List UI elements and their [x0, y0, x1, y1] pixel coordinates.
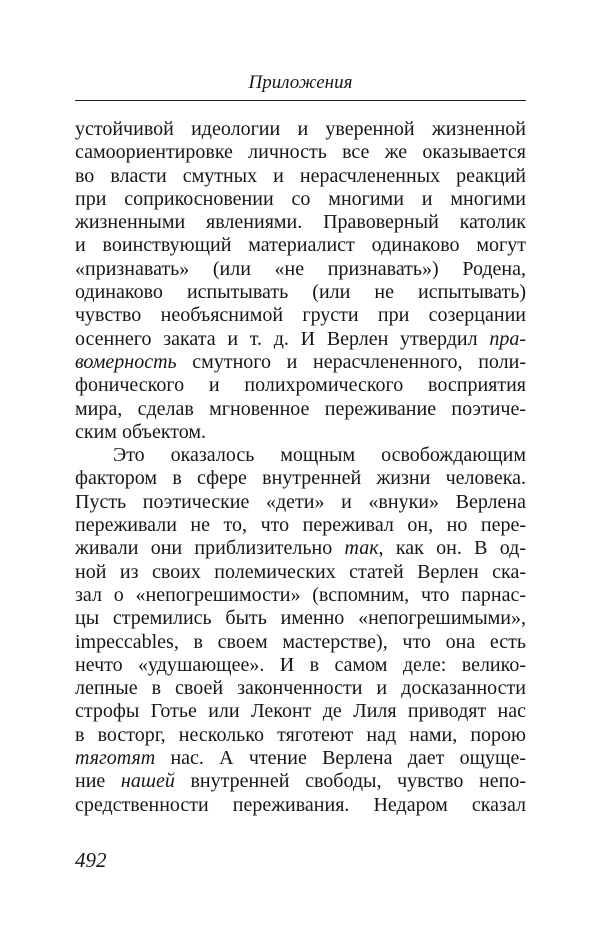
text-segment: жизненными явлениями. Правоверный католик: [75, 211, 526, 234]
text-segment: одинаково испытывать (или не испытывать): [75, 281, 526, 304]
text-segment: нечто «удушающее». И в самом деле: велико-: [75, 653, 526, 676]
body-text: [75, 118, 526, 817]
text-segment: нас. А чтение Верлена дает ощуще-: [155, 747, 526, 770]
text-segment: при соприкосновении со многими и многими: [75, 187, 526, 210]
text-segment: зал о «непогрешимости» (вспомним, что парнас-: [75, 583, 526, 606]
text-line: [75, 700, 526, 723]
header-rule: [75, 100, 526, 101]
text-segment: переживали не то, что переживал он, но пере-: [75, 514, 526, 537]
page-number: 492: [75, 848, 107, 872]
text-line: [75, 770, 526, 793]
text-line: [75, 514, 526, 537]
text-line: [75, 234, 526, 257]
text-line: [75, 747, 526, 770]
italic-emphasis: тяготят: [75, 747, 156, 770]
text-segment: Это оказалось мощным освобождающим: [113, 444, 526, 467]
italic-emphasis: вомерность: [75, 350, 177, 373]
text-segment: ским объектом.: [75, 420, 207, 443]
text-segment: самоориентировке личность все же оказывается: [75, 141, 526, 164]
italic-emphasis: нашей: [120, 770, 175, 793]
text-line: [75, 537, 526, 560]
text-segment: , как он. В од-: [378, 537, 526, 560]
italic-emphasis: так: [344, 537, 379, 560]
text-segment: мира, сделав мгновенное переживание поэтиче-: [75, 397, 526, 420]
text-line: [75, 724, 526, 747]
text-line: [75, 444, 526, 467]
text-segment: ние: [75, 770, 121, 793]
italic-emphasis: пра-: [489, 327, 526, 350]
text-line: [75, 607, 526, 630]
text-segment: строфы Готье или Леконт де Лиля приводят нас: [75, 700, 526, 723]
text-line: [75, 188, 526, 211]
text-segment: смутного и нерасчлененного, поли-: [176, 350, 526, 373]
running-head: Приложения: [248, 72, 353, 93]
text-line: [75, 141, 526, 164]
text-segment: средственности переживания. Недаром сказал: [75, 793, 526, 816]
text-line: [75, 467, 526, 490]
text-line: [75, 677, 526, 700]
text-segment: чувство необъяснимой грусти при созерцании: [75, 304, 526, 327]
text-line: [75, 258, 526, 281]
text-segment: в восторг, несколько тяготеют над нами, порою: [75, 723, 526, 746]
text-line: [75, 118, 526, 141]
text-segment: фактором в сфере внутренней жизни человека.: [75, 467, 526, 490]
text-segment: Пусть поэтические «дети» и «внуки» Верлена: [75, 490, 526, 513]
text-line: [75, 631, 526, 654]
text-segment: во власти смутных и нерасчлененных реакций: [75, 164, 526, 187]
text-line: [75, 584, 526, 607]
text-segment: фонического и полихромического восприятия: [75, 374, 526, 397]
text-line: [75, 398, 526, 421]
text-segment: ной из своих полемических статей Верлен ска-: [75, 560, 526, 583]
text-line: [75, 328, 526, 351]
text-line: [75, 561, 526, 584]
text-line: [75, 211, 526, 234]
text-line: [75, 304, 526, 327]
text-line: [75, 491, 526, 514]
text-segment: impeccables, в своем мастерстве), что она есть: [75, 630, 526, 653]
text-line: [75, 351, 526, 374]
text-segment: и воинствующий материалист одинаково могут: [75, 234, 526, 257]
text-segment: лепные в своей законченности и досказанности: [75, 677, 526, 700]
text-segment: живали они приблизительно: [75, 537, 345, 560]
text-line: [75, 281, 526, 304]
text-segment: «признавать» (или «не признавать») Родена,: [75, 257, 526, 280]
text-segment: внутренней свободы, чувство непо-: [174, 770, 526, 793]
text-segment: осеннего заката и т. д. И Верлен утвердил: [75, 327, 490, 350]
text-line: [75, 794, 526, 817]
text-line: [75, 374, 526, 397]
text-segment: устойчивой идеологии и уверенной жизненной: [75, 118, 526, 140]
text-line: [75, 165, 526, 188]
text-line: [75, 421, 526, 444]
text-line: [75, 654, 526, 677]
text-segment: цы стремились быть именно «непогрешимыми»,: [75, 607, 526, 630]
